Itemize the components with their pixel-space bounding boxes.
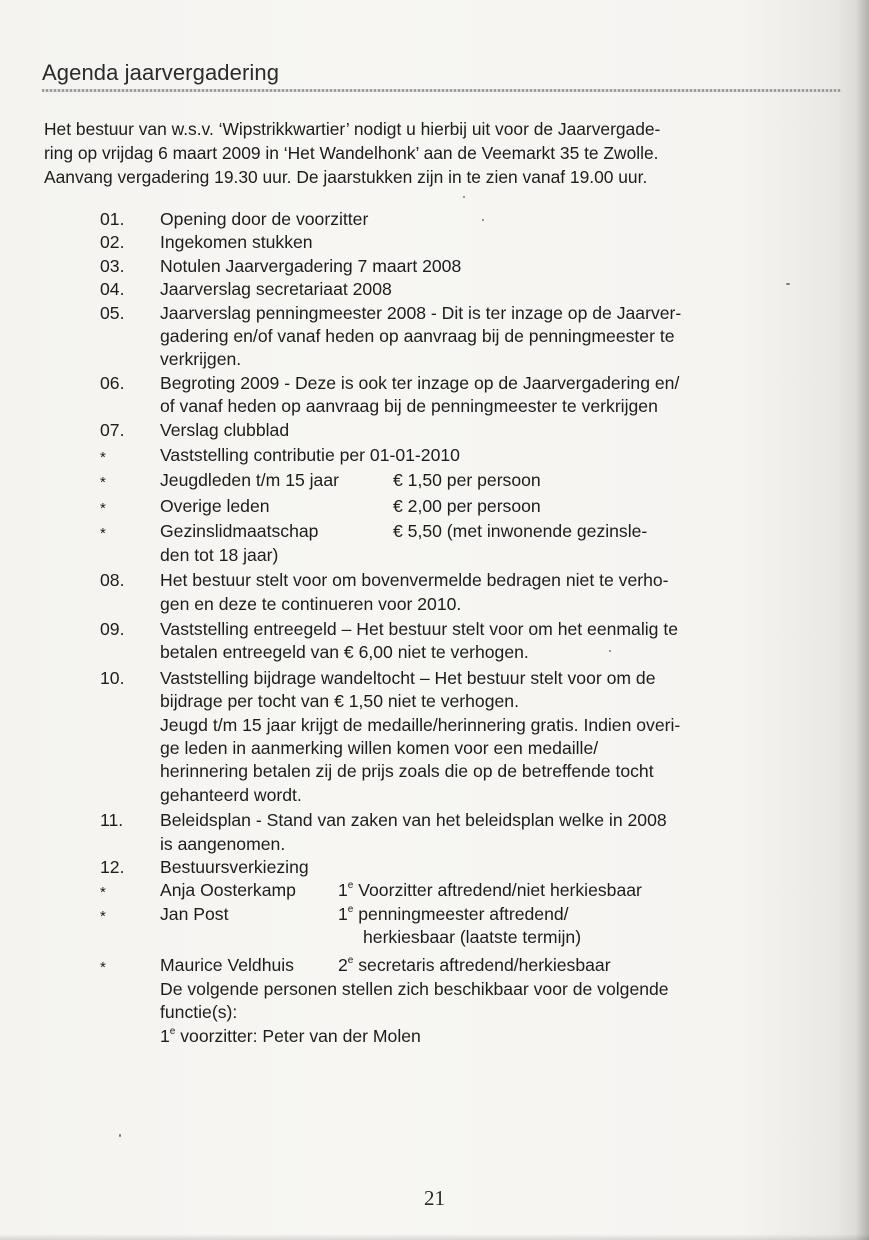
agenda-item-09 bbox=[100, 618, 800, 665]
item-number: 09. bbox=[100, 618, 125, 639]
contributie-label: Gezinslidmaatschap bbox=[160, 521, 319, 542]
bullet-star: * bbox=[100, 525, 106, 543]
bullet-star: * bbox=[100, 499, 106, 517]
agenda-item-01 bbox=[100, 208, 800, 231]
intro-line: ring op vrijdag 6 maart 2009 in ‘Het Wandelhonk’ aan de Veemarkt 35 te Zwolle. bbox=[44, 143, 659, 163]
scan-speck bbox=[609, 650, 611, 652]
scan-speck bbox=[119, 1134, 121, 1137]
candidate-row bbox=[100, 879, 800, 902]
item-text: bijdrage per tocht van € 1,50 niet te verhogen. bbox=[160, 691, 519, 712]
item-text: Jeugd t/m 15 jaar krijgt de medaille/herinnering gratis. Indien overi- bbox=[160, 714, 681, 735]
item-text: Vaststelling bijdrage wandeltocht – Het bestuur stelt voor om de bbox=[160, 667, 656, 688]
item-text: Begroting 2009 - Deze is ook ter inzage op de Jaarvergadering en/ bbox=[160, 372, 680, 393]
candidate-role: 2e secretaris aftredend/herkiesbaar bbox=[338, 954, 611, 975]
page-number: 21 bbox=[424, 1186, 445, 1210]
contributie-heading-row bbox=[100, 444, 800, 467]
item-text: herinnering betalen zij de prijs zoals die op de betreffende tocht bbox=[160, 761, 654, 782]
item-text: Beleidsplan - Stand van zaken van het beleidsplan welke in 2008 bbox=[160, 810, 667, 831]
item-text: Het bestuur stelt voor om bovenvermelde bedragen niet te verho- bbox=[160, 570, 669, 591]
item-text: of vanaf heden op aanvraag bij de penningmeester te verkrijgen bbox=[160, 396, 658, 417]
contributie-label: Jeugdleden t/m 15 jaar bbox=[160, 470, 339, 491]
agenda-item-06 bbox=[100, 372, 800, 419]
bullet-star: * bbox=[100, 958, 106, 976]
item-number: 02. bbox=[100, 232, 125, 253]
item-text: is aangenomen. bbox=[160, 833, 286, 854]
closing-line: De volgende personen stellen zich beschikbaar voor de volgende bbox=[160, 978, 669, 999]
page-edge-shadow bbox=[855, 0, 869, 1240]
agenda-item-12 bbox=[100, 856, 800, 879]
item-text: Notulen Jaarvergadering 7 maart 2008 bbox=[160, 255, 462, 276]
item-text: Vaststelling entreegeld – Het bestuur stelt voor om het eenmalig te bbox=[160, 618, 679, 639]
agenda-item-05 bbox=[100, 302, 800, 372]
item-number: 03. bbox=[100, 255, 125, 276]
agenda-item-02 bbox=[100, 231, 800, 254]
item-text: verkrijgen. bbox=[160, 349, 242, 370]
item-text: betalen entreegeld van € 6,00 niet te verhogen. bbox=[160, 642, 529, 663]
agenda-item-08 bbox=[100, 569, 800, 616]
item-number: 05. bbox=[100, 302, 125, 323]
bullet-star: * bbox=[100, 449, 106, 467]
page-title: Agenda jaarvergadering bbox=[42, 60, 280, 85]
agenda-item-10 bbox=[100, 667, 800, 807]
agenda-item-07 bbox=[100, 419, 800, 442]
candidate-name: Maurice Veldhuis bbox=[160, 954, 294, 975]
bullet-star: * bbox=[100, 884, 106, 902]
item-text: Bestuursverkiezing bbox=[160, 856, 309, 877]
contributie-label-cont: den tot 18 jaar) bbox=[160, 544, 279, 565]
contributie-row bbox=[100, 520, 800, 567]
contributie-row bbox=[100, 495, 800, 518]
item-text: ge leden in aanmerking willen komen voor een medaille/ bbox=[160, 737, 599, 758]
contributie-value: € 1,50 per persoon bbox=[393, 470, 541, 491]
item-text: Jaarverslag secretariaat 2008 bbox=[160, 279, 392, 300]
scan-speck bbox=[482, 219, 484, 221]
item-number: 08. bbox=[100, 570, 125, 591]
agenda-item-04 bbox=[100, 278, 800, 301]
contributie-heading: Vaststelling contributie per 01-01-2010 bbox=[160, 445, 460, 466]
item-text: gehanteerd wordt. bbox=[160, 784, 302, 805]
bullet-star: * bbox=[100, 474, 106, 492]
scan-speck bbox=[786, 283, 790, 285]
closing-final: 1e voorzitter: Peter van der Molen bbox=[160, 1025, 421, 1046]
item-text: Opening door de voorzitter bbox=[160, 209, 369, 229]
item-number: 07. bbox=[100, 419, 125, 440]
contributie-label: Overige leden bbox=[160, 495, 270, 516]
item-text: gen en deze te continueren voor 2010. bbox=[160, 593, 462, 614]
item-text: Jaarverslag penningmeester 2008 - Dit is ter inzage op de Jaarver- bbox=[160, 302, 682, 323]
agenda-item-03 bbox=[100, 255, 800, 278]
candidate-row bbox=[100, 954, 800, 977]
title-rule bbox=[42, 89, 842, 92]
intro-paragraph bbox=[44, 117, 834, 189]
item-number: 04. bbox=[100, 279, 125, 300]
item-text: Ingekomen stukken bbox=[160, 232, 313, 253]
intro-line: Aanvang vergadering 19.30 uur. De jaarstukken zijn in te zien vanaf 19.00 uur. bbox=[44, 167, 648, 187]
item-number: 06. bbox=[100, 372, 125, 393]
closing-line: functie(s): bbox=[160, 1002, 238, 1023]
candidate-role: 1e penningmeester aftredend/ herkiesbaar (laatste termijn) bbox=[338, 903, 582, 948]
candidate-row bbox=[100, 903, 800, 950]
candidate-name: Jan Post bbox=[160, 903, 229, 924]
bullet-star: * bbox=[100, 907, 106, 925]
intro-line: Het bestuur van w.s.v. ‘Wipstrikkwartier’ nodigt u hierbij uit voor de Jaarvergade- bbox=[44, 119, 661, 139]
contributie-value: € 2,00 per persoon bbox=[393, 495, 541, 516]
item-number: 10. bbox=[100, 667, 125, 688]
agenda-list bbox=[100, 208, 800, 1048]
contributie-value: € 5,50 (met inwonende gezinsle- bbox=[393, 521, 648, 542]
agenda-item-11 bbox=[100, 809, 800, 856]
item-number: 11. bbox=[100, 810, 124, 831]
candidate-name: Anja Oosterkamp bbox=[160, 880, 296, 901]
item-number: 01. bbox=[100, 209, 125, 229]
item-number: 12. bbox=[100, 856, 125, 877]
item-text: Verslag clubblad bbox=[160, 419, 290, 440]
candidate-role: 1e Voorzitter aftredend/niet herkiesbaar bbox=[338, 880, 642, 901]
page-bottom-shadow bbox=[0, 1234, 869, 1240]
closing-text bbox=[100, 978, 800, 1048]
scan-speck bbox=[463, 196, 465, 198]
item-text: gadering en/of vanaf heden op aanvraag bij de penningmeester te bbox=[160, 326, 675, 347]
contributie-row bbox=[100, 469, 800, 492]
